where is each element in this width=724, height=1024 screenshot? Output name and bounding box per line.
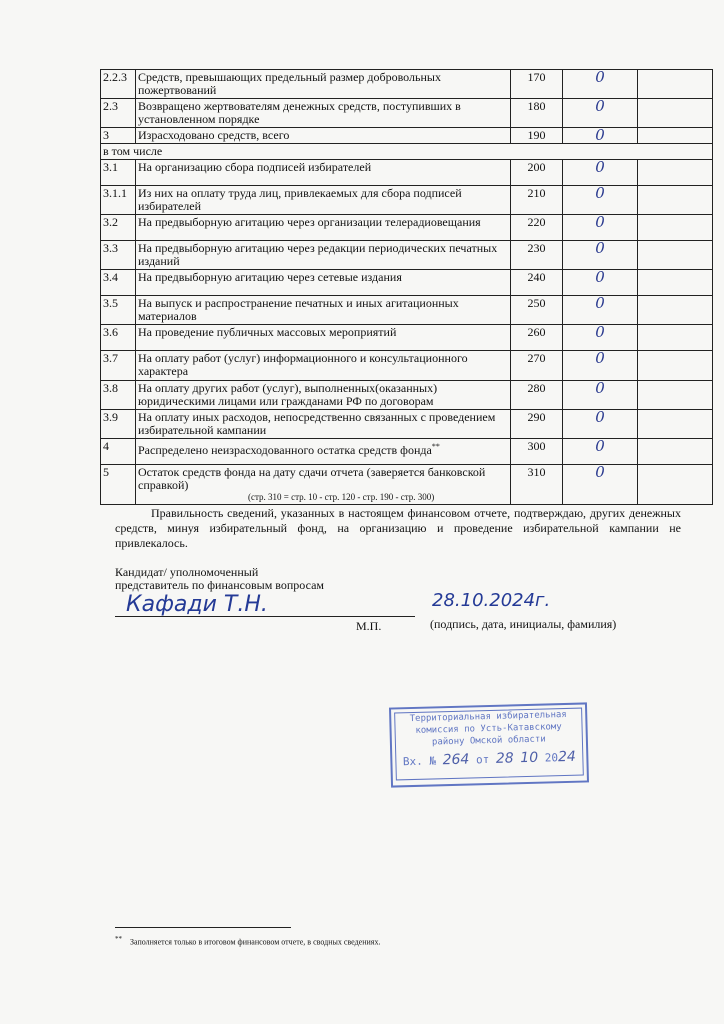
table-row (101, 241, 713, 270)
table-row (101, 325, 713, 351)
row-name-text: На предвыборную агитацию через организации телерадиовещания (138, 215, 481, 229)
handwritten-date: 28.10.2024г. (432, 590, 551, 611)
stamp-reg-prefix: Вх. № (402, 754, 437, 769)
row-value-handwritten: 0 (563, 99, 638, 128)
row-code: 220 (511, 215, 563, 241)
row-name-text: Средств, превышающих предельный размер добровольных пожертвований (138, 70, 441, 97)
stamp-line3: району Омской области (431, 734, 546, 748)
footnote-divider (115, 927, 291, 928)
row-code: 200 (511, 160, 563, 186)
row-value-handwritten: 0 (563, 296, 638, 325)
row-name (136, 439, 511, 465)
row-name (136, 186, 511, 215)
row-number: 3.6 (101, 325, 136, 351)
table-row (101, 70, 713, 99)
row-name-text: На предвыборную агитацию через сетевые издания (138, 270, 402, 284)
row-value-handwritten: 0 (563, 270, 638, 296)
row-empty-cell (638, 465, 713, 505)
signer-role-line2: представитель по финансовым вопросам (115, 578, 324, 592)
stamp-reg-year-prefix: 20 (544, 751, 559, 765)
row-name-text: Остаток средств фонда на дату сдачи отчета (заверяется банковской справкой) (138, 465, 486, 492)
row-number: 3.4 (101, 270, 136, 296)
table-row-including (101, 144, 713, 160)
row-name (136, 381, 511, 410)
table-row (101, 186, 713, 215)
row-name (136, 325, 511, 351)
row-name-text: На оплату иных расходов, непосредственно связанных с проведением избирательной кампании (138, 410, 496, 437)
financial-report-table (100, 69, 713, 505)
row-number: 3.9 (101, 410, 136, 439)
row-value-handwritten: 0 (563, 70, 638, 99)
row-name (136, 410, 511, 439)
signature-line (115, 616, 415, 617)
row-name-text: На выпуск и распространение печатных и иных агитационных материалов (138, 296, 459, 323)
stamp-line2: комиссия по Усть-Катавскому (415, 722, 562, 736)
row-name-text: Распределено неизрасходованного остатка средств фонда (138, 443, 432, 457)
stamp-registration (396, 748, 582, 769)
row-value-handwritten: 0 (563, 160, 638, 186)
seal-placeholder: М.П. (356, 619, 382, 633)
table-row (101, 128, 713, 144)
table-row (101, 99, 713, 128)
table-row (101, 465, 713, 505)
row-number: 3.5 (101, 296, 136, 325)
table-row (101, 439, 713, 465)
row-number: 4 (101, 439, 136, 465)
row-empty-cell (638, 186, 713, 215)
row-empty-cell (638, 296, 713, 325)
row-value-handwritten: 0 (563, 439, 638, 465)
row-empty-cell (638, 160, 713, 186)
row-name-text: Из них на оплату труда лиц, привлекаемых для сбора подписей избирателей (138, 186, 462, 213)
row-code: 260 (511, 325, 563, 351)
row-number: 3.7 (101, 351, 136, 381)
row-formula: (стр. 310 = стр. 10 - стр. 120 - стр. 190 - стр. 300) (248, 492, 435, 502)
row-empty-cell (638, 325, 713, 351)
row-code: 210 (511, 186, 563, 215)
row-name (136, 99, 511, 128)
row-name (136, 296, 511, 325)
row-empty-cell (638, 241, 713, 270)
including-label: в том числе (101, 144, 713, 160)
stamp-reg-number: 264 (442, 751, 470, 769)
row-number: 3.3 (101, 241, 136, 270)
row-number: 2.3 (101, 99, 136, 128)
row-name-footnote-mark: ** (431, 442, 440, 451)
row-empty-cell (638, 128, 713, 144)
stamp-reg-year: 24 (557, 748, 577, 766)
row-number: 3 (101, 128, 136, 144)
row-name (136, 270, 511, 296)
row-code: 290 (511, 410, 563, 439)
row-empty-cell (638, 99, 713, 128)
row-number: 5 (101, 465, 136, 505)
row-name (136, 351, 511, 381)
handwritten-signature: Кафади Т.Н. (126, 592, 268, 617)
stamp-line1: Территориальная избирательная (409, 709, 567, 725)
row-name (136, 465, 511, 505)
row-name-text: Возвращено жертвователям денежных средств, поступивших в установленном порядке (138, 99, 461, 126)
row-code: 170 (511, 70, 563, 99)
row-name (136, 215, 511, 241)
statement-paragraph: Правильность сведений, указанных в настоящем финансовом отчете, подтверждаю, других денежных средств, минуя избирательный фонд, на организацию и проведение избирательной кампании не привлекалось. (115, 506, 681, 550)
row-code: 180 (511, 99, 563, 128)
row-value-handwritten: 0 (563, 351, 638, 381)
row-empty-cell (638, 270, 713, 296)
row-name-text: Израсходовано средств, всего (138, 128, 290, 142)
row-code: 310 (511, 465, 563, 505)
row-name-text: На предвыборную агитацию через редакции периодических печатных изданий (138, 241, 498, 268)
row-number: 3.8 (101, 381, 136, 410)
stamp-reg-day: 28 (495, 750, 514, 767)
row-code: 250 (511, 296, 563, 325)
row-code: 230 (511, 241, 563, 270)
row-code: 190 (511, 128, 563, 144)
row-code: 240 (511, 270, 563, 296)
row-value-handwritten: 0 (563, 128, 638, 144)
signer-role (115, 566, 324, 592)
table-row (101, 270, 713, 296)
signature-caption: (подпись, дата, инициалы, фамилия) (430, 617, 617, 631)
row-value-handwritten: 0 (563, 465, 638, 505)
row-name (136, 128, 511, 144)
row-code: 270 (511, 351, 563, 381)
row-empty-cell (638, 215, 713, 241)
row-empty-cell (638, 439, 713, 465)
registration-stamp (389, 702, 589, 787)
row-number: 2.2.3 (101, 70, 136, 99)
row-name-text: На организацию сбора подписей избирателей (138, 160, 372, 174)
row-empty-cell (638, 70, 713, 99)
stamp-reg-from: от (475, 753, 490, 767)
row-empty-cell (638, 351, 713, 381)
row-name (136, 241, 511, 270)
footnote-mark: ** (115, 935, 122, 943)
row-empty-cell (638, 410, 713, 439)
signer-role-line1: Кандидат/ уполномоченный (115, 565, 259, 579)
row-name (136, 160, 511, 186)
row-number: 3.1.1 (101, 186, 136, 215)
table-row (101, 160, 713, 186)
row-value-handwritten: 0 (563, 186, 638, 215)
table-row (101, 410, 713, 439)
table-row (101, 351, 713, 381)
row-value-handwritten: 0 (563, 325, 638, 351)
row-name-text: На проведение публичных массовых мероприятий (138, 325, 397, 339)
table-row (101, 381, 713, 410)
row-name (136, 70, 511, 99)
footnote-text: Заполняется только в итоговом финансовом отчете, в сводных сведениях. (130, 937, 381, 947)
row-name-text: На оплату других работ (услуг), выполненных(оказанных) юридическими лицами или гражданами РФ по договорам (138, 381, 438, 408)
table-row (101, 296, 713, 325)
stamp-reg-month: 10 (520, 749, 539, 767)
row-empty-cell (638, 381, 713, 410)
footnote (115, 935, 380, 947)
row-number: 3.1 (101, 160, 136, 186)
row-code: 300 (511, 439, 563, 465)
row-value-handwritten: 0 (563, 241, 638, 270)
row-value-handwritten: 0 (563, 381, 638, 410)
row-value-handwritten: 0 (563, 410, 638, 439)
row-name-text: На оплату работ (услуг) информационного и консультационного характера (138, 351, 468, 378)
row-value-handwritten: 0 (563, 215, 638, 241)
row-number: 3.2 (101, 215, 136, 241)
row-code: 280 (511, 381, 563, 410)
table-row (101, 215, 713, 241)
